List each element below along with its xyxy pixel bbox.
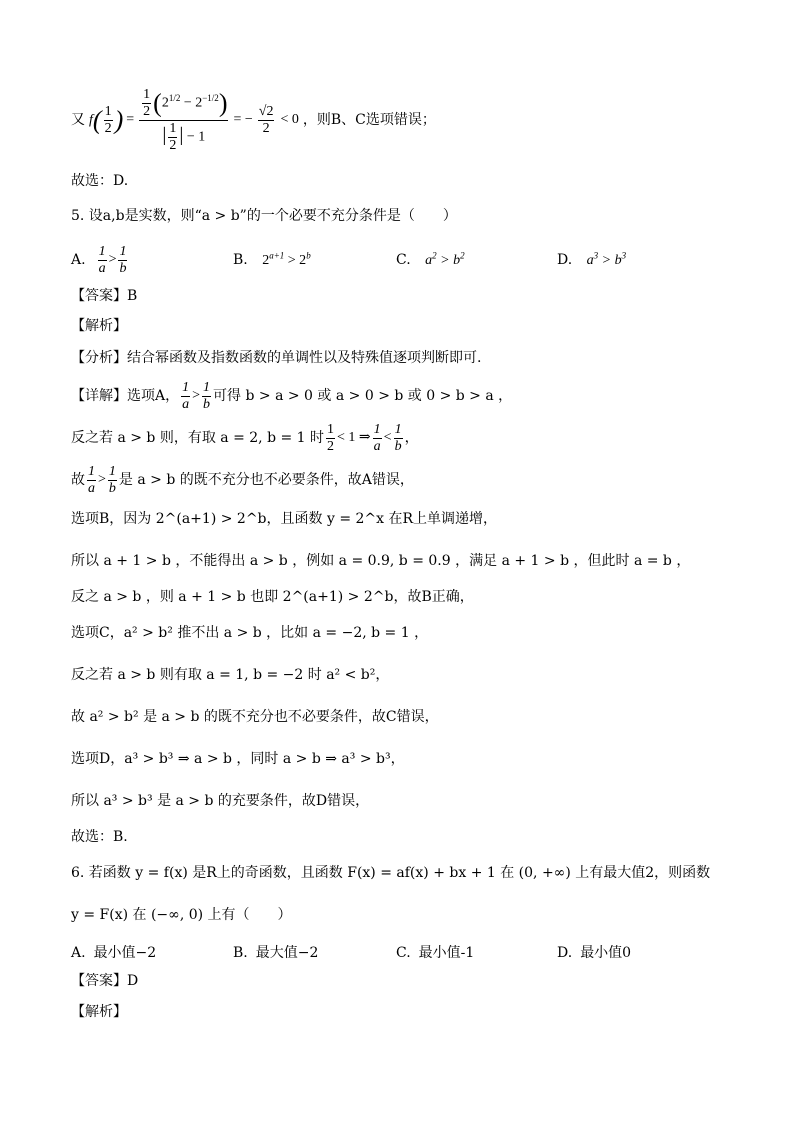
detail-line-3-rest: 是 a > b 的既不充分也不必要条件，故A错误，: [118, 472, 414, 488]
q6-option-d: [557, 942, 631, 962]
option-letter: B.: [233, 945, 248, 961]
q5-detail-line-5: 所以 a + 1 > b ，不能得出 a > b ，例如 a = 0.9, b = 0.9 ，满足 a + 1 > b ，但此时 a = b ，: [71, 553, 691, 569]
option-text: 最小值0: [580, 945, 632, 961]
equals-sign: =: [126, 112, 135, 127]
detail-line-2-prefix: 反之若 a > b 则，有取 a = 2, b = 1 时: [71, 430, 325, 446]
option-text: 最小值−2: [93, 945, 157, 961]
sqrt2-over-2: $\frac{√2}{2}$: [258, 103, 274, 136]
solution-line-f-half: [71, 86, 436, 153]
q6-analysis-label: 【解析】: [71, 1004, 127, 1020]
q6-option-a: [71, 942, 156, 962]
q5-detail-line-2: 反之若 a > b 则，有取 a = 2, b = 1 时 $\frac{1}{2}$ < 1 ⇒ $\frac{1}{a}$ < $\frac{1}{b}$ ，: [71, 421, 419, 454]
big-fraction: $\frac{1}{2}$ $(2^{1/2} - 2^{-1/2})$ | $\frac{1}{2}$ | − 1: [139, 87, 228, 154]
option-letter: B.: [233, 251, 248, 268]
math-f-half: f( $\frac{1}{2}$ ): [89, 103, 124, 136]
result-minus: = −: [233, 112, 253, 127]
text-you: 又: [71, 112, 85, 128]
q5-detail-line-7: 选项C，a² > b² 推不出 a > b ，比如 a = −2, b = 1 ，: [71, 625, 429, 641]
question-5-stem: 5. 设a,b是实数，则“a > b”的一个必要不充分条件是（ ）: [71, 208, 457, 224]
detail-line-2-mid: < 1 ⇒: [337, 430, 371, 445]
q5-detail-line-3: 故 $\frac{1}{a}$ > $\frac{1}{b}$ 是 a > b 的既不充分也不必要条件，故A错误，: [71, 463, 414, 496]
option-text: 最小值-1: [418, 945, 475, 961]
q5-option-c: C. $a^2 > b^2$: [396, 250, 465, 268]
q6-option-b: [233, 942, 318, 962]
q5-detail-line-6: 反之 a > b ，则 a + 1 > b 也即 2^(a+1) > 2^b，故B正确，: [71, 589, 474, 605]
option-letter: D.: [557, 251, 573, 268]
q5-analysis-label: 【解析】: [71, 318, 127, 334]
detail-line-1-rest: 可得 b > a > 0 或 a > 0 > b 或 0 > b > a ，: [213, 388, 513, 404]
option-letter: C.: [396, 945, 411, 961]
q5-answer: 【答案】B: [71, 288, 138, 304]
question-6-stem-2: y = F(x) 在 (−∞, 0) 上有（ ）: [71, 907, 292, 923]
q5-detail-line-8: 反之若 a > b 则有取 a = 1, b = −2 时 a² < b²，: [71, 667, 390, 683]
q5-option-b: B. $2^{a+1} > 2^b$: [233, 250, 311, 268]
q5-fenxi: 【分析】结合幂函数及指数函数的单调性以及特殊值逐项判断即可.: [71, 350, 482, 366]
q5-option-a: A. $\frac{1}{a}$ > $\frac{1}{b}$: [71, 243, 127, 276]
q5-detail-line-1: 【详解】 选项A， $\frac{1}{a}$ > $\frac{1}{b}$ 可得 b > a > 0 或 a > 0 > b 或 0 > b > a ，: [71, 379, 513, 412]
q6-option-c: [396, 942, 474, 962]
detail-line-1-prefix: 选项A，: [127, 388, 180, 404]
detail-label: 【详解】: [71, 388, 127, 404]
option-text: 最大值−2: [255, 945, 319, 961]
less-than-zero: < 0: [280, 112, 299, 127]
q6-answer: 【答案】D: [71, 973, 139, 989]
option-letter: D.: [557, 945, 573, 961]
q5-choose-b: 故选：B.: [71, 829, 128, 845]
q5-detail-line-4: 选项B，因为 2^(a+1) > 2^b，且函数 y = 2^x 在R上单调递增，: [71, 511, 498, 527]
q5-detail-line-11: 所以 a³ > b³ 是 a > b 的充要条件，故D错误，: [71, 793, 370, 809]
q5-detail-line-9: 故 a² > b² 是 a > b 的既不充分也不必要条件，故C错误，: [71, 709, 439, 725]
q5-detail-line-10: 选项D，a³ > b³ ⇒ a > b ，同时 a > b ⇒ a³ > b³，: [71, 751, 405, 767]
option-letter: A.: [71, 252, 86, 268]
question-6-stem-1: 6. 若函数 y = f(x) 是R上的奇函数，且函数 F(x) = af(x) + bx + 1 在 (0, +∞) 上有最大值2，则函数: [71, 865, 711, 881]
q5-option-d: D. $a^3 > b^3$: [557, 250, 627, 268]
option-letter: A.: [71, 945, 86, 961]
option-letter: C.: [396, 251, 411, 268]
choose-d-line: 故选：D.: [71, 173, 129, 189]
conclusion-text: ，则B、C选项错误；: [302, 112, 436, 128]
